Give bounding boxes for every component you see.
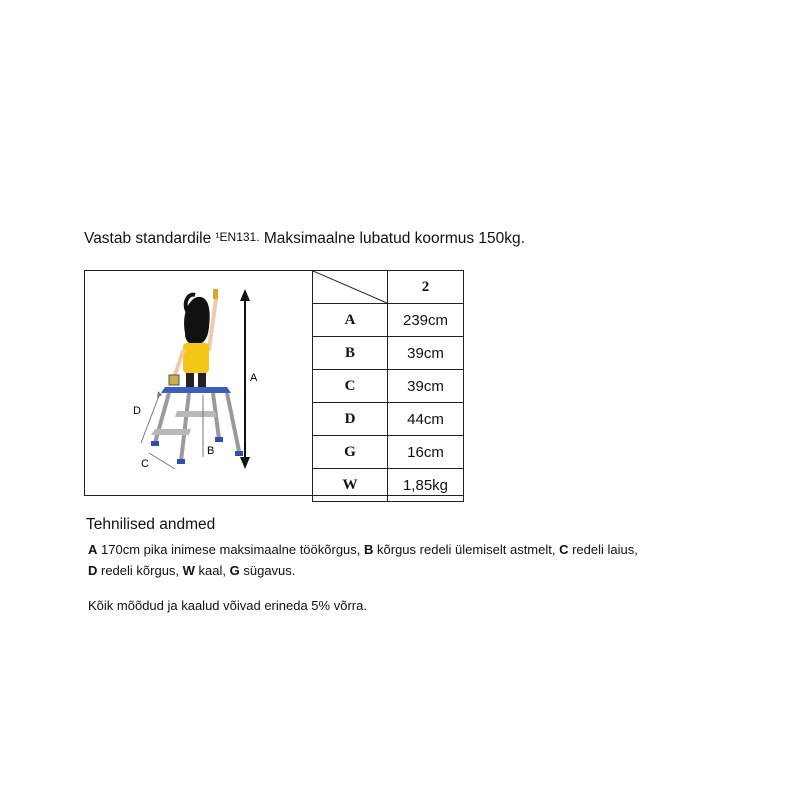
tolerance-note: Kõik mõõdud ja kaalud võivad erineda 5% võrra. (88, 598, 367, 613)
table-row (313, 304, 464, 337)
table-row (313, 337, 464, 370)
tech-text: redeli kõrgus, (97, 563, 183, 578)
tech-text: 170cm pika inimese maksimaalne töökõrgus, (97, 542, 365, 557)
table-corner-cell (313, 271, 388, 304)
headline (84, 230, 525, 248)
row-key: C (313, 370, 388, 403)
standard-mark: ¹EN131. (215, 230, 260, 244)
tech-text: redeli laius, (568, 542, 638, 557)
row-key: W (313, 469, 388, 502)
row-key: D (313, 403, 388, 436)
ladder-illustration (85, 271, 313, 495)
label-c: C (141, 458, 149, 470)
headline-text: Vastab standardile (84, 230, 216, 247)
ladder (151, 387, 243, 464)
row-value: 39cm (388, 370, 464, 403)
row-key: B (313, 337, 388, 370)
tech-key: W (182, 563, 195, 578)
dimension-figure (84, 270, 464, 496)
label-d: D (133, 405, 141, 417)
arrow-c (149, 453, 175, 469)
tech-text: kõrgus redeli ülemiselt astmelt, (373, 542, 560, 557)
row-value: 39cm (388, 337, 464, 370)
table-row (313, 469, 464, 502)
tech-title: Tehnilised andmed (86, 516, 216, 533)
dimension-table (312, 270, 464, 502)
diagonal-line (313, 271, 387, 303)
tech-text: kaal, (194, 563, 230, 578)
row-value: 1,85kg (388, 469, 464, 502)
row-value: 44cm (388, 403, 464, 436)
label-a: A (250, 372, 258, 384)
table-row (313, 370, 464, 403)
row-value: 16cm (388, 436, 464, 469)
row-key: G (313, 436, 388, 469)
tech-key: C (559, 542, 569, 557)
headline-load: Maksimaalne lubatud koormus 150kg. (259, 230, 525, 247)
tech-key: D (88, 563, 98, 578)
tech-key: A (88, 542, 98, 557)
row-value: 239cm (388, 304, 464, 337)
table-column-header: 2 (388, 271, 464, 304)
arrow-a (240, 289, 250, 469)
table-header-row (313, 271, 464, 304)
tech-description (88, 539, 748, 581)
table-row (313, 403, 464, 436)
tech-key: B (364, 542, 374, 557)
label-b: B (207, 445, 215, 457)
tech-key: G (229, 563, 240, 578)
tech-text: sügavus. (239, 563, 296, 578)
person-figure (169, 289, 218, 387)
row-key: A (313, 304, 388, 337)
table-row (313, 436, 464, 469)
